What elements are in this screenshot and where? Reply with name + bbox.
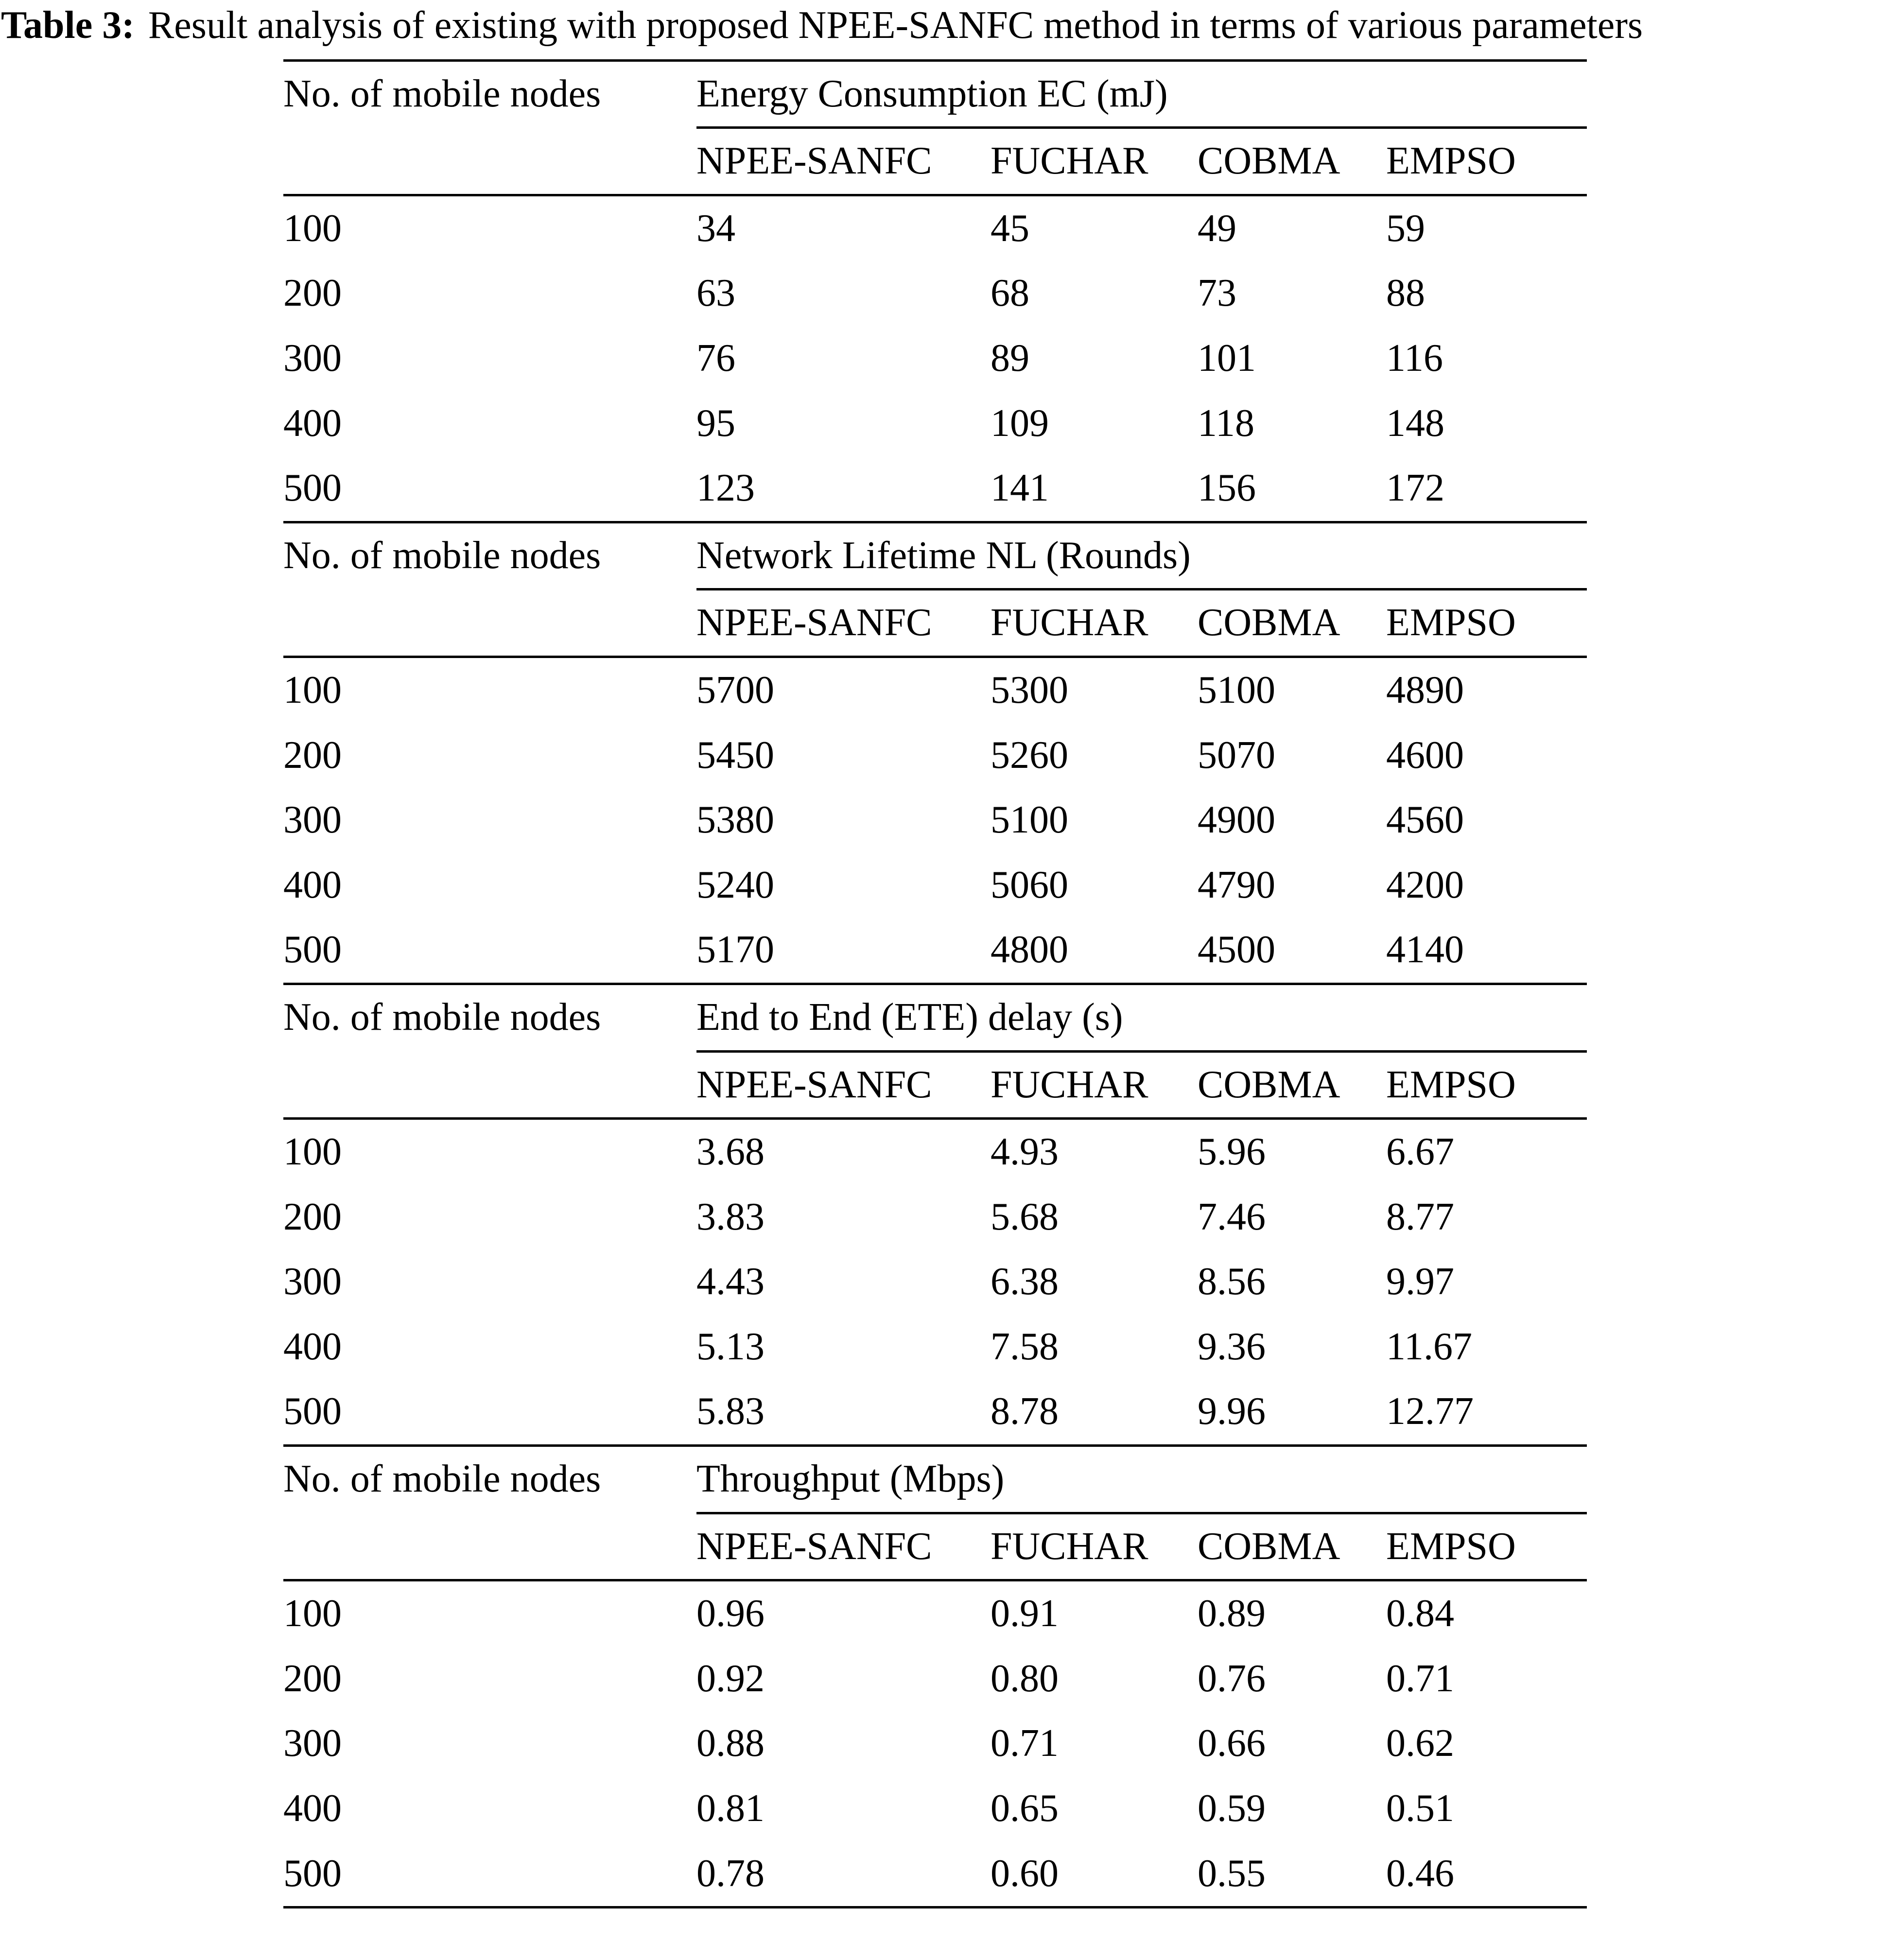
value-cell-empso: 9.97 [1386, 1260, 1454, 1303]
value-cell-fuchar: 5.68 [991, 1195, 1059, 1238]
table-row [283, 1776, 1587, 1841]
table-row [283, 657, 1587, 723]
section-header-row-0 [283, 60, 1587, 128]
value-cell-npee-sanfc: 0.88 [696, 1722, 765, 1765]
table-row [283, 1185, 1587, 1250]
table-row [283, 853, 1587, 918]
value-cell-cobma: 118 [1198, 401, 1255, 445]
table-row [283, 195, 1587, 261]
value-cell-empso: 4200 [1386, 863, 1464, 906]
value-cell-cobma: 49 [1198, 207, 1236, 250]
method-header-npee-sanfc: NPEE-SANFC [696, 590, 991, 657]
method-header-row-2 [283, 1051, 1587, 1119]
value-cell-empso: 116 [1386, 336, 1443, 380]
value-cell-empso: 4890 [1386, 668, 1464, 711]
section-header-row-3 [283, 1446, 1587, 1513]
value-cell-npee-sanfc: 3.83 [696, 1195, 765, 1238]
method-header-npee-sanfc: NPEE-SANFC [696, 1051, 991, 1119]
value-cell-empso: 11.67 [1386, 1325, 1473, 1368]
value-cell-fuchar: 5300 [991, 668, 1068, 711]
table-row [283, 1315, 1587, 1380]
value-cell-fuchar: 0.71 [991, 1722, 1059, 1765]
value-cell-cobma: 4500 [1198, 928, 1275, 971]
section-title-2: End to End (ETE) delay (s) [696, 984, 1587, 1051]
value-cell-fuchar: 0.80 [991, 1657, 1059, 1700]
value-cell-npee-sanfc: 5450 [696, 733, 774, 777]
nodes-value-cell: 300 [283, 1722, 342, 1765]
value-cell-empso: 0.46 [1386, 1852, 1454, 1895]
value-cell-npee-sanfc: 0.78 [696, 1852, 765, 1895]
method-header-cobma: COBMA [1198, 128, 1386, 195]
table-row [283, 391, 1587, 456]
value-cell-cobma: 101 [1198, 336, 1256, 380]
value-cell-npee-sanfc: 3.68 [696, 1130, 765, 1174]
table-row [283, 326, 1587, 391]
value-cell-empso: 59 [1386, 207, 1425, 250]
value-cell-fuchar: 4.93 [991, 1130, 1059, 1174]
method-header-empso: EMPSO [1386, 1051, 1587, 1119]
nodes-column-header: No. of mobile nodes [283, 1446, 696, 1513]
value-cell-npee-sanfc: 4.43 [696, 1260, 765, 1303]
nodes-value-cell: 300 [283, 798, 342, 842]
table-caption [0, 0, 1895, 48]
section-title-3: Throughput (Mbps) [696, 1446, 1587, 1513]
value-cell-cobma: 0.76 [1198, 1657, 1266, 1700]
value-cell-empso: 4600 [1386, 733, 1464, 777]
value-cell-fuchar: 141 [991, 467, 1049, 510]
value-cell-cobma: 156 [1198, 467, 1256, 510]
nodes-value-cell: 100 [283, 207, 342, 250]
table-row [283, 456, 1587, 522]
value-cell-fuchar: 68 [991, 272, 1029, 315]
value-cell-cobma: 8.56 [1198, 1260, 1266, 1303]
value-cell-fuchar: 6.38 [991, 1260, 1059, 1303]
value-cell-fuchar: 109 [991, 401, 1049, 445]
nodes-value-cell: 400 [283, 1787, 342, 1830]
results-table [283, 59, 1587, 1909]
table-row [283, 788, 1587, 853]
value-cell-cobma: 5070 [1198, 733, 1275, 777]
value-cell-empso: 4560 [1386, 798, 1464, 842]
value-cell-npee-sanfc: 63 [696, 272, 735, 315]
table-caption-text: Result analysis of existing with proposed NPEE-SANFC method in terms of various parameters [148, 4, 1643, 47]
value-cell-cobma: 0.55 [1198, 1852, 1266, 1895]
value-cell-cobma: 5100 [1198, 668, 1275, 711]
method-header-cobma: COBMA [1198, 1513, 1386, 1580]
section-header-row-1 [283, 522, 1587, 590]
value-cell-npee-sanfc: 5240 [696, 863, 774, 906]
value-cell-cobma: 73 [1198, 272, 1236, 315]
value-cell-cobma: 5.96 [1198, 1130, 1266, 1174]
nodes-value-cell: 400 [283, 863, 342, 906]
nodes-value-cell: 500 [283, 1852, 342, 1895]
value-cell-cobma: 0.89 [1198, 1592, 1266, 1635]
value-cell-fuchar: 4800 [991, 928, 1068, 971]
table-row [283, 1580, 1587, 1647]
value-cell-fuchar: 0.60 [991, 1852, 1059, 1895]
method-header-empso: EMPSO [1386, 590, 1587, 657]
value-cell-npee-sanfc: 5380 [696, 798, 774, 842]
method-header-cobma: COBMA [1198, 1051, 1386, 1119]
table-row [283, 1647, 1587, 1712]
value-cell-npee-sanfc: 123 [696, 467, 755, 510]
value-cell-npee-sanfc: 0.96 [696, 1592, 765, 1635]
nodes-column-header: No. of mobile nodes [283, 60, 696, 128]
method-header-spacer [283, 1051, 696, 1119]
value-cell-npee-sanfc: 76 [696, 336, 735, 380]
nodes-value-cell: 400 [283, 1325, 342, 1368]
method-header-fuchar: FUCHAR [991, 1513, 1198, 1580]
nodes-value-cell: 400 [283, 401, 342, 445]
value-cell-empso: 0.84 [1386, 1592, 1454, 1635]
value-cell-npee-sanfc: 5.83 [696, 1390, 765, 1433]
value-cell-cobma: 4790 [1198, 863, 1275, 906]
nodes-value-cell: 200 [283, 733, 342, 777]
value-cell-npee-sanfc: 5700 [696, 668, 774, 711]
value-cell-fuchar: 89 [991, 336, 1029, 380]
value-cell-empso: 0.62 [1386, 1722, 1454, 1765]
table-row [283, 1119, 1587, 1185]
table-caption-label: Table 3: [1, 4, 135, 47]
nodes-value-cell: 500 [283, 1390, 342, 1433]
method-header-spacer [283, 128, 696, 195]
method-header-row-1 [283, 590, 1587, 657]
table-row [283, 261, 1587, 326]
nodes-value-cell: 200 [283, 272, 342, 315]
method-header-empso: EMPSO [1386, 1513, 1587, 1580]
method-header-npee-sanfc: NPEE-SANFC [696, 128, 991, 195]
method-header-row-0 [283, 128, 1587, 195]
nodes-value-cell: 500 [283, 928, 342, 971]
method-header-npee-sanfc: NPEE-SANFC [696, 1513, 991, 1580]
nodes-value-cell: 200 [283, 1195, 342, 1238]
nodes-value-cell: 100 [283, 1130, 342, 1174]
table-row [283, 723, 1587, 788]
value-cell-npee-sanfc: 0.92 [696, 1657, 765, 1700]
value-cell-empso: 148 [1386, 401, 1444, 445]
method-header-empso: EMPSO [1386, 128, 1587, 195]
table-row [283, 1249, 1587, 1315]
nodes-value-cell: 100 [283, 668, 342, 711]
value-cell-cobma: 9.36 [1198, 1325, 1266, 1368]
value-cell-fuchar: 8.78 [991, 1390, 1059, 1433]
value-cell-fuchar: 7.58 [991, 1325, 1059, 1368]
method-header-cobma: COBMA [1198, 590, 1386, 657]
value-cell-fuchar: 5100 [991, 798, 1068, 842]
value-cell-npee-sanfc: 5.13 [696, 1325, 765, 1368]
nodes-value-cell: 300 [283, 1260, 342, 1303]
nodes-column-header: No. of mobile nodes [283, 984, 696, 1051]
value-cell-fuchar: 0.91 [991, 1592, 1059, 1635]
method-header-fuchar: FUCHAR [991, 590, 1198, 657]
nodes-value-cell: 100 [283, 1592, 342, 1635]
nodes-value-cell: 300 [283, 336, 342, 380]
value-cell-cobma: 7.46 [1198, 1195, 1266, 1238]
method-header-fuchar: FUCHAR [991, 128, 1198, 195]
value-cell-npee-sanfc: 95 [696, 401, 735, 445]
method-header-spacer [283, 1513, 696, 1580]
value-cell-cobma: 4900 [1198, 798, 1275, 842]
section-title-1: Network Lifetime NL (Rounds) [696, 522, 1587, 590]
nodes-column-header: No. of mobile nodes [283, 522, 696, 590]
nodes-value-cell: 200 [283, 1657, 342, 1700]
value-cell-empso: 12.77 [1386, 1390, 1474, 1433]
nodes-value-cell: 500 [283, 467, 342, 510]
results-table-body [283, 60, 1587, 1908]
section-header-row-2 [283, 984, 1587, 1051]
table-row [283, 918, 1587, 984]
value-cell-empso: 0.71 [1386, 1657, 1454, 1700]
table-row [283, 1379, 1587, 1445]
method-header-spacer [283, 590, 696, 657]
value-cell-cobma: 9.96 [1198, 1390, 1266, 1433]
value-cell-fuchar: 45 [991, 207, 1029, 250]
value-cell-fuchar: 5060 [991, 863, 1068, 906]
value-cell-npee-sanfc: 34 [696, 207, 735, 250]
table-row [283, 1711, 1587, 1776]
value-cell-cobma: 0.59 [1198, 1787, 1266, 1830]
value-cell-fuchar: 5260 [991, 733, 1068, 777]
method-header-row-3 [283, 1513, 1587, 1580]
method-header-fuchar: FUCHAR [991, 1051, 1198, 1119]
value-cell-npee-sanfc: 0.81 [696, 1787, 765, 1830]
value-cell-fuchar: 0.65 [991, 1787, 1059, 1830]
value-cell-empso: 4140 [1386, 928, 1464, 971]
value-cell-empso: 0.51 [1386, 1787, 1454, 1830]
value-cell-npee-sanfc: 5170 [696, 928, 774, 971]
table-row [283, 1841, 1587, 1908]
value-cell-empso: 6.67 [1386, 1130, 1454, 1174]
value-cell-empso: 88 [1386, 272, 1425, 315]
value-cell-empso: 172 [1386, 467, 1444, 510]
section-title-0: Energy Consumption EC (mJ) [696, 60, 1587, 128]
value-cell-empso: 8.77 [1386, 1195, 1454, 1238]
value-cell-cobma: 0.66 [1198, 1722, 1266, 1765]
